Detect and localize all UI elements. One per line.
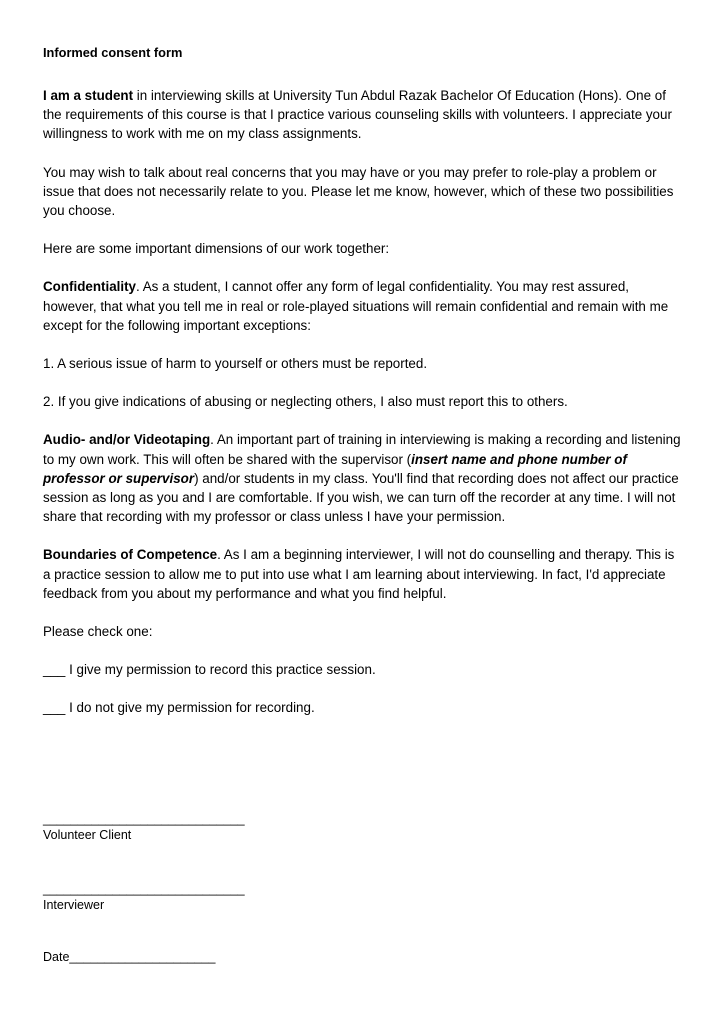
exception-1: 1. A serious issue of harm to yourself or others must be reported. bbox=[43, 356, 428, 372]
interviewer-signature-line[interactable]: _____________________________ bbox=[43, 882, 245, 896]
audio-text-2: ) and/or students in my class. You'll find that recording does not affect our practice session as long as you and I are comfortable. If you wish, we can turn off the recorder at any time. I will not share that recording with my professor or class unless I have your permission. bbox=[43, 470, 679, 525]
intro-paragraph bbox=[43, 86, 683, 144]
audio-paragraph bbox=[43, 430, 683, 526]
audio-insert-placeholder: insert name and phone number of professor or supervisor bbox=[43, 451, 627, 486]
boundaries-text: . As I am a beginning interviewer, I will not do counselling and therapy. This is a practice session to allow me to put into use what I am learning about interviewing. In fact, I'd appreciate feedback from you about my performance and what you find helpful. bbox=[43, 547, 675, 601]
option-give-label: I give my permission to record this practice session. bbox=[65, 662, 376, 678]
volunteer-signature-label: Volunteer Client bbox=[43, 828, 132, 842]
option-give-blank[interactable]: ___ bbox=[43, 662, 66, 678]
date-line[interactable]: _____________________ bbox=[69, 950, 216, 964]
interviewer-signature-block bbox=[43, 881, 245, 913]
volunteer-signature-block bbox=[43, 811, 245, 843]
confidentiality-text: . As a student, I cannot offer any form of legal confidentiality. You may rest assured, however, that what you tell me in real or role-played situations will remain confidential and remain with me except for the following important exceptions: bbox=[43, 279, 669, 333]
intro-lead: I am a student bbox=[43, 88, 134, 103]
exception-2: 2. If you give indications of abusing or neglecting others, I also must report this to others. bbox=[43, 394, 568, 410]
check-prompt: Please check one: bbox=[43, 624, 153, 640]
audio-text-1: . An important part of training in interviewing is making a recording and listening to my own work. This will often be shared with the supervisor ( bbox=[43, 432, 681, 467]
dimensions-paragraph: Here are some important dimensions of our work together: bbox=[43, 241, 390, 257]
consent-form-body bbox=[43, 43, 683, 737]
option-no-label: I do not give my permission for recording. bbox=[65, 700, 315, 716]
date-label: Date bbox=[43, 950, 70, 964]
option-give-permission[interactable] bbox=[43, 660, 683, 679]
boundaries-heading: Boundaries of Competence bbox=[43, 547, 218, 563]
date-block bbox=[43, 949, 215, 965]
form-title: Informed consent form bbox=[43, 45, 183, 60]
interviewer-signature-label: Interviewer bbox=[43, 898, 105, 912]
option-no-permission[interactable] bbox=[43, 698, 683, 717]
confidentiality-heading: Confidentiality bbox=[43, 279, 136, 295]
intro-text: in interviewing skills at University Tun Abdul Razak Bachelor Of Education (Hons). One of the requirements of this course is that I practice various counseling skills with volunteers. I appreciate your willingness to work with me on my class assignments. bbox=[43, 88, 672, 142]
volunteer-signature-line[interactable]: _____________________________ bbox=[43, 812, 245, 826]
roleplay-paragraph: You may wish to talk about real concerns that you may have or you may prefer to role-play a problem or issue that does not necessarily relate to you. Please let me know, however, which of these two possibilities you choose. bbox=[43, 164, 674, 219]
confidentiality-paragraph bbox=[43, 277, 683, 335]
boundaries-paragraph bbox=[43, 545, 683, 603]
audio-heading: Audio- and/or Videotaping bbox=[43, 432, 211, 448]
option-no-blank[interactable]: ___ bbox=[43, 700, 66, 716]
